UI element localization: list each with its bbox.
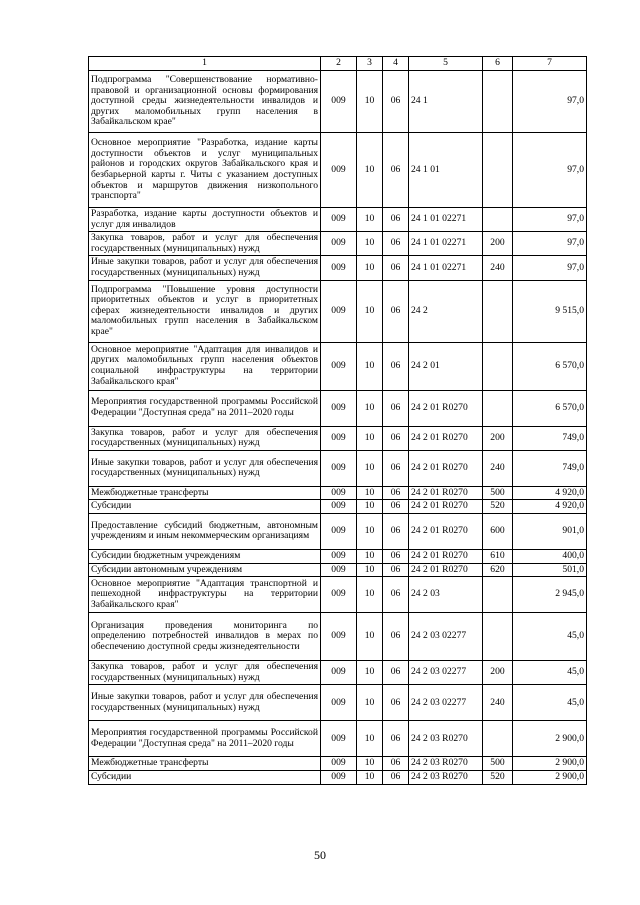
table-row bbox=[89, 342, 587, 390]
section-code: 10 bbox=[357, 500, 383, 514]
section-code: 10 bbox=[357, 426, 383, 450]
table-row bbox=[89, 685, 587, 721]
item-name: Иные закупки товаров, работ и услуг для обеспечения государственных (муниципальных) нужд bbox=[89, 256, 321, 280]
table-row bbox=[89, 577, 587, 613]
table-row bbox=[89, 486, 587, 500]
table-row bbox=[89, 500, 587, 514]
ministry-code: 009 bbox=[321, 563, 357, 577]
target-article-code: 24 1 01 02271 bbox=[409, 232, 483, 256]
item-name: Иные закупки товаров, работ и услуг для обеспечения государственных (муниципальных) нужд bbox=[89, 450, 321, 486]
ministry-code: 009 bbox=[321, 685, 357, 721]
column-number: 7 bbox=[513, 57, 587, 71]
item-name: Субсидии bbox=[89, 500, 321, 514]
target-article-code: 24 2 03 02277 bbox=[409, 613, 483, 661]
ministry-code: 009 bbox=[321, 721, 357, 757]
expense-type-code bbox=[483, 721, 513, 757]
subsection-code: 06 bbox=[383, 280, 409, 342]
item-name: Подпрограмма "Совершенствование нормативно-правовой и организационной основы формирования доступной среды жизнедеятельности инвалидов и других маломобильных групп населения в Забайкальском крае" bbox=[89, 71, 321, 133]
subsection-code: 06 bbox=[383, 721, 409, 757]
amount: 45,0 bbox=[513, 685, 587, 721]
table-row bbox=[89, 613, 587, 661]
ministry-code: 009 bbox=[321, 342, 357, 390]
section-code: 10 bbox=[357, 232, 383, 256]
subsection-code: 06 bbox=[383, 208, 409, 232]
item-name: Межбюджетные трансферты bbox=[89, 757, 321, 771]
section-code: 10 bbox=[357, 133, 383, 208]
section-code: 10 bbox=[357, 577, 383, 613]
section-code: 10 bbox=[357, 208, 383, 232]
expense-type-code bbox=[483, 208, 513, 232]
section-code: 10 bbox=[357, 450, 383, 486]
ministry-code: 009 bbox=[321, 208, 357, 232]
item-name: Закупка товаров, работ и услуг для обеспечения государственных (муниципальных) нужд bbox=[89, 661, 321, 685]
ministry-code: 009 bbox=[321, 256, 357, 280]
subsection-code: 06 bbox=[383, 342, 409, 390]
target-article-code: 24 1 01 02271 bbox=[409, 208, 483, 232]
table-row bbox=[89, 280, 587, 342]
expense-type-code bbox=[483, 342, 513, 390]
budget-table bbox=[88, 56, 587, 785]
section-code: 10 bbox=[357, 256, 383, 280]
table-row bbox=[89, 208, 587, 232]
ministry-code: 009 bbox=[321, 549, 357, 563]
subsection-code: 06 bbox=[383, 133, 409, 208]
item-name: Субсидии бюджетным учреждениям bbox=[89, 549, 321, 563]
section-code: 10 bbox=[357, 486, 383, 500]
table-row bbox=[89, 133, 587, 208]
amount: 400,0 bbox=[513, 549, 587, 563]
ministry-code: 009 bbox=[321, 577, 357, 613]
item-name: Разработка, издание карты доступности объектов и услуг для инвалидов bbox=[89, 208, 321, 232]
column-number: 5 bbox=[409, 57, 483, 71]
target-article-code: 24 2 01 R0270 bbox=[409, 450, 483, 486]
item-name: Мероприятия государственной программы Российской Федерации "Доступная среда" на 2011–2020 годы bbox=[89, 390, 321, 426]
table-row bbox=[89, 721, 587, 757]
column-number: 1 bbox=[89, 57, 321, 71]
amount: 97,0 bbox=[513, 208, 587, 232]
expense-type-code bbox=[483, 577, 513, 613]
item-name: Основное мероприятие "Адаптация для инвалидов и других маломобильных групп населения объектов социальной инфраструктуры на территории Забайкальского края" bbox=[89, 342, 321, 390]
table-row bbox=[89, 71, 587, 133]
subsection-code: 06 bbox=[383, 486, 409, 500]
item-name: Организация проведения мониторинга по определению потребностей инвалидов в мерах по обеспечению доступной среды жизнедеятельности bbox=[89, 613, 321, 661]
subsection-code: 06 bbox=[383, 71, 409, 133]
ministry-code: 009 bbox=[321, 450, 357, 486]
table-row bbox=[89, 390, 587, 426]
ministry-code: 009 bbox=[321, 390, 357, 426]
amount: 97,0 bbox=[513, 232, 587, 256]
amount: 2 900,0 bbox=[513, 721, 587, 757]
subsection-code: 06 bbox=[383, 577, 409, 613]
section-code: 10 bbox=[357, 770, 383, 784]
target-article-code: 24 2 03 02277 bbox=[409, 661, 483, 685]
amount: 45,0 bbox=[513, 661, 587, 685]
subsection-code: 06 bbox=[383, 770, 409, 784]
item-name: Основное мероприятие "Разработка, издание карты доступности объектов и услуг муниципальных районов и городских округов Забайкальского края и безбарьерной карты г. Читы с указанием доступных объектов и маршрутов движения низкопольного транспорта" bbox=[89, 133, 321, 208]
item-name: Закупка товаров, работ и услуг для обеспечения государственных (муниципальных) нужд bbox=[89, 232, 321, 256]
ministry-code: 009 bbox=[321, 71, 357, 133]
item-name: Иные закупки товаров, работ и услуг для обеспечения государственных (муниципальных) нужд bbox=[89, 685, 321, 721]
target-article-code: 24 2 01 R0270 bbox=[409, 426, 483, 450]
expense-type-code: 200 bbox=[483, 232, 513, 256]
target-article-code: 24 1 01 bbox=[409, 133, 483, 208]
expense-type-code: 600 bbox=[483, 513, 513, 549]
item-name: Предоставление субсидий бюджетным, автономным учреждениям и иным некоммерческим организациям bbox=[89, 513, 321, 549]
amount: 501,0 bbox=[513, 563, 587, 577]
expense-type-code: 520 bbox=[483, 770, 513, 784]
table-row bbox=[89, 757, 587, 771]
amount: 4 920,0 bbox=[513, 486, 587, 500]
ministry-code: 009 bbox=[321, 486, 357, 500]
subsection-code: 06 bbox=[383, 685, 409, 721]
target-article-code: 24 2 01 R0270 bbox=[409, 486, 483, 500]
ministry-code: 009 bbox=[321, 613, 357, 661]
amount: 2 945,0 bbox=[513, 577, 587, 613]
ministry-code: 009 bbox=[321, 770, 357, 784]
item-name: Подпрограмма "Повышение уровня доступности приоритетных объектов и услуг в приоритетных сферах жизнедеятельности инвалидов и других маломобильных групп населения в Забайкальском крае" bbox=[89, 280, 321, 342]
subsection-code: 06 bbox=[383, 390, 409, 426]
subsection-code: 06 bbox=[383, 450, 409, 486]
target-article-code: 24 2 01 R0270 bbox=[409, 563, 483, 577]
section-code: 10 bbox=[357, 390, 383, 426]
expense-type-code bbox=[483, 390, 513, 426]
table-row bbox=[89, 513, 587, 549]
expense-type-code: 200 bbox=[483, 661, 513, 685]
subsection-code: 06 bbox=[383, 757, 409, 771]
table-row bbox=[89, 232, 587, 256]
column-number-row bbox=[89, 57, 587, 71]
table-row bbox=[89, 661, 587, 685]
target-article-code: 24 2 03 R0270 bbox=[409, 721, 483, 757]
section-code: 10 bbox=[357, 563, 383, 577]
table-row bbox=[89, 549, 587, 563]
amount: 6 570,0 bbox=[513, 342, 587, 390]
column-number: 2 bbox=[321, 57, 357, 71]
target-article-code: 24 2 01 R0270 bbox=[409, 549, 483, 563]
item-name: Межбюджетные трансферты bbox=[89, 486, 321, 500]
section-code: 10 bbox=[357, 280, 383, 342]
section-code: 10 bbox=[357, 71, 383, 133]
expense-type-code: 240 bbox=[483, 685, 513, 721]
expense-type-code: 500 bbox=[483, 486, 513, 500]
expense-type-code: 500 bbox=[483, 757, 513, 771]
subsection-code: 06 bbox=[383, 661, 409, 685]
ministry-code: 009 bbox=[321, 757, 357, 771]
subsection-code: 06 bbox=[383, 256, 409, 280]
section-code: 10 bbox=[357, 342, 383, 390]
expense-type-code bbox=[483, 280, 513, 342]
table-row bbox=[89, 256, 587, 280]
target-article-code: 24 1 01 02271 bbox=[409, 256, 483, 280]
page-number: 50 bbox=[314, 848, 326, 862]
table-row bbox=[89, 450, 587, 486]
ministry-code: 009 bbox=[321, 661, 357, 685]
subsection-code: 06 bbox=[383, 426, 409, 450]
expense-type-code: 620 bbox=[483, 563, 513, 577]
ministry-code: 009 bbox=[321, 426, 357, 450]
section-code: 10 bbox=[357, 661, 383, 685]
amount: 901,0 bbox=[513, 513, 587, 549]
expense-type-code: 520 bbox=[483, 500, 513, 514]
subsection-code: 06 bbox=[383, 549, 409, 563]
amount: 749,0 bbox=[513, 450, 587, 486]
expense-type-code: 240 bbox=[483, 256, 513, 280]
target-article-code: 24 2 bbox=[409, 280, 483, 342]
table-body bbox=[89, 71, 587, 785]
expense-type-code bbox=[483, 71, 513, 133]
expense-type-code bbox=[483, 133, 513, 208]
table-row bbox=[89, 563, 587, 577]
table-row bbox=[89, 426, 587, 450]
amount: 97,0 bbox=[513, 133, 587, 208]
amount: 749,0 bbox=[513, 426, 587, 450]
target-article-code: 24 2 01 R0270 bbox=[409, 390, 483, 426]
subsection-code: 06 bbox=[383, 513, 409, 549]
target-article-code: 24 2 03 bbox=[409, 577, 483, 613]
target-article-code: 24 1 bbox=[409, 71, 483, 133]
item-name: Мероприятия государственной программы Российской Федерации "Доступная среда" на 2011–2020 годы bbox=[89, 721, 321, 757]
column-number: 4 bbox=[383, 57, 409, 71]
item-name: Основное мероприятие "Адаптация транспортной и пешеходной инфраструктуры на территории Забайкальского края" bbox=[89, 577, 321, 613]
amount: 4 920,0 bbox=[513, 500, 587, 514]
subsection-code: 06 bbox=[383, 500, 409, 514]
ministry-code: 009 bbox=[321, 513, 357, 549]
target-article-code: 24 2 03 R0270 bbox=[409, 757, 483, 771]
item-name: Закупка товаров, работ и услуг для обеспечения государственных (муниципальных) нужд bbox=[89, 426, 321, 450]
column-number: 3 bbox=[357, 57, 383, 71]
ministry-code: 009 bbox=[321, 500, 357, 514]
target-article-code: 24 2 03 02277 bbox=[409, 685, 483, 721]
section-code: 10 bbox=[357, 549, 383, 563]
item-name: Субсидии bbox=[89, 770, 321, 784]
subsection-code: 06 bbox=[383, 613, 409, 661]
expense-type-code bbox=[483, 613, 513, 661]
amount: 6 570,0 bbox=[513, 390, 587, 426]
amount: 97,0 bbox=[513, 71, 587, 133]
ministry-code: 009 bbox=[321, 280, 357, 342]
expense-type-code: 200 bbox=[483, 426, 513, 450]
amount: 97,0 bbox=[513, 256, 587, 280]
target-article-code: 24 2 01 R0270 bbox=[409, 513, 483, 549]
amount: 2 900,0 bbox=[513, 770, 587, 784]
item-name: Субсидии автономным учреждениям bbox=[89, 563, 321, 577]
column-number: 6 bbox=[483, 57, 513, 71]
section-code: 10 bbox=[357, 513, 383, 549]
target-article-code: 24 2 01 R0270 bbox=[409, 500, 483, 514]
amount: 9 515,0 bbox=[513, 280, 587, 342]
expense-type-code: 240 bbox=[483, 450, 513, 486]
ministry-code: 009 bbox=[321, 232, 357, 256]
target-article-code: 24 2 03 R0270 bbox=[409, 770, 483, 784]
section-code: 10 bbox=[357, 613, 383, 661]
target-article-code: 24 2 01 bbox=[409, 342, 483, 390]
section-code: 10 bbox=[357, 685, 383, 721]
section-code: 10 bbox=[357, 721, 383, 757]
subsection-code: 06 bbox=[383, 232, 409, 256]
expense-type-code: 610 bbox=[483, 549, 513, 563]
subsection-code: 06 bbox=[383, 563, 409, 577]
amount: 2 900,0 bbox=[513, 757, 587, 771]
table-row bbox=[89, 770, 587, 784]
section-code: 10 bbox=[357, 757, 383, 771]
budget-table-container bbox=[88, 56, 586, 785]
amount: 45,0 bbox=[513, 613, 587, 661]
ministry-code: 009 bbox=[321, 133, 357, 208]
